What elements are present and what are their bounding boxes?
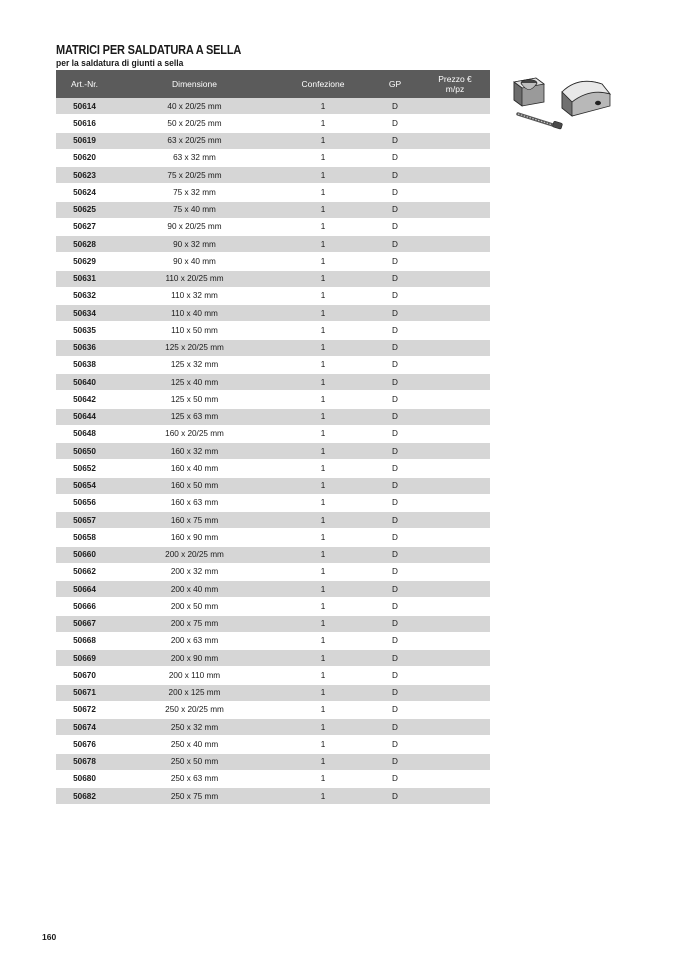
cell-gp: D [370,443,420,460]
cell-gp: D [370,667,420,684]
cell-gp: D [370,270,420,287]
table-row [56,770,490,787]
cell-package: 1 [276,408,370,425]
cell-art-nr: 50674 [56,719,113,736]
table-row [56,287,490,304]
cell-dimension: 200 x 63 mm [113,632,276,649]
table-row [56,736,490,753]
cell-art-nr: 50668 [56,632,113,649]
cell-package: 1 [276,684,370,701]
cell-gp: D [370,512,420,529]
cell-price [420,615,490,632]
cell-art-nr: 50624 [56,184,113,201]
header-art-nr: Art.-Nr. [56,70,113,98]
cell-art-nr: 50628 [56,236,113,253]
table-row [56,494,490,511]
cell-gp: D [370,201,420,218]
table-row [56,788,490,805]
cell-art-nr: 50642 [56,391,113,408]
cell-dimension: 250 x 75 mm [113,788,276,805]
table-row [56,632,490,649]
table-row [56,563,490,580]
cell-art-nr: 50644 [56,408,113,425]
cell-art-nr: 50636 [56,339,113,356]
cell-price [420,667,490,684]
cell-dimension: 200 x 32 mm [113,563,276,580]
cell-dimension: 200 x 125 mm [113,684,276,701]
cell-package: 1 [276,650,370,667]
cell-price [420,546,490,563]
cell-gp: D [370,615,420,632]
cell-price [420,512,490,529]
cell-gp: D [370,598,420,615]
cell-art-nr: 50657 [56,512,113,529]
cell-dimension: 75 x 32 mm [113,184,276,201]
cell-dimension: 125 x 32 mm [113,356,276,373]
cell-price [420,98,490,115]
cell-art-nr: 50672 [56,701,113,718]
cell-package: 1 [276,115,370,132]
page-title: MATRICI PER SALDATURA A SELLA [56,43,242,57]
cell-gp: D [370,460,420,477]
table-row [56,719,490,736]
header-gp: GP [370,70,420,98]
cell-price [420,339,490,356]
cell-gp: D [370,391,420,408]
cell-gp: D [370,98,420,115]
cell-dimension: 160 x 75 mm [113,512,276,529]
cell-art-nr: 50629 [56,253,113,270]
cell-art-nr: 50656 [56,494,113,511]
cell-price [420,684,490,701]
page-subtitle: per la saldatura di giunti a sella [56,58,184,69]
cell-art-nr: 50631 [56,270,113,287]
cell-art-nr: 50662 [56,563,113,580]
cell-package: 1 [276,167,370,184]
cell-dimension: 75 x 20/25 mm [113,167,276,184]
cell-price [420,408,490,425]
cell-price [420,736,490,753]
cell-package: 1 [276,770,370,787]
cell-package: 1 [276,287,370,304]
table-row [56,581,490,598]
cell-dimension: 110 x 40 mm [113,305,276,322]
cell-price [420,167,490,184]
page-number: 160 [42,932,57,942]
cell-gp: D [370,563,420,580]
cell-gp: D [370,184,420,201]
table-row [56,753,490,770]
cell-price [420,650,490,667]
cell-gp: D [370,632,420,649]
cell-art-nr: 50660 [56,546,113,563]
cell-art-nr: 50667 [56,615,113,632]
table-row [56,356,490,373]
cell-dimension: 160 x 50 mm [113,477,276,494]
curved-block-icon [562,81,610,116]
cell-package: 1 [276,563,370,580]
header-price-line2: m/pz [445,84,465,94]
cell-dimension: 250 x 63 mm [113,770,276,787]
cell-art-nr: 50627 [56,218,113,235]
cell-price [420,218,490,235]
cell-price [420,270,490,287]
cell-gp: D [370,408,420,425]
table-row [56,218,490,235]
cell-price [420,374,490,391]
cell-gp: D [370,218,420,235]
cell-price [420,149,490,166]
cell-art-nr: 50614 [56,98,113,115]
cell-dimension: 90 x 40 mm [113,253,276,270]
cell-package: 1 [276,236,370,253]
cell-dimension: 160 x 32 mm [113,443,276,460]
cell-package: 1 [276,218,370,235]
cell-gp: D [370,167,420,184]
cell-dimension: 110 x 20/25 mm [113,270,276,287]
cell-art-nr: 50678 [56,753,113,770]
cell-art-nr: 50658 [56,529,113,546]
cell-dimension: 63 x 32 mm [113,149,276,166]
cell-gp: D [370,770,420,787]
cell-gp: D [370,322,420,339]
cell-gp: D [370,115,420,132]
cell-price [420,253,490,270]
cell-price [420,201,490,218]
table-row [56,477,490,494]
cell-price [420,460,490,477]
table-row [56,270,490,287]
cell-art-nr: 50650 [56,443,113,460]
cell-art-nr: 50654 [56,477,113,494]
cell-package: 1 [276,788,370,805]
table-row [56,615,490,632]
cell-dimension: 250 x 20/25 mm [113,701,276,718]
cell-package: 1 [276,305,370,322]
cell-package: 1 [276,615,370,632]
cell-art-nr: 50623 [56,167,113,184]
cell-price [420,753,490,770]
cell-package: 1 [276,701,370,718]
cell-price [420,598,490,615]
table-row [56,374,490,391]
cell-gp: D [370,132,420,149]
cell-package: 1 [276,512,370,529]
cell-package: 1 [276,253,370,270]
table-row [56,115,490,132]
cell-dimension: 200 x 110 mm [113,667,276,684]
cell-package: 1 [276,598,370,615]
cell-dimension: 200 x 75 mm [113,615,276,632]
table-row [56,598,490,615]
cell-dimension: 200 x 20/25 mm [113,546,276,563]
cell-package: 1 [276,132,370,149]
cell-gp: D [370,253,420,270]
cell-dimension: 125 x 63 mm [113,408,276,425]
header-package: Confezione [276,70,370,98]
cell-price [420,132,490,149]
cell-gp: D [370,581,420,598]
cell-art-nr: 50648 [56,425,113,442]
cell-package: 1 [276,149,370,166]
table-row [56,339,490,356]
cell-package: 1 [276,667,370,684]
cell-art-nr: 50632 [56,287,113,304]
cell-gp: D [370,719,420,736]
cell-gp: D [370,788,420,805]
table-row [56,460,490,477]
cell-package: 1 [276,391,370,408]
cell-dimension: 250 x 40 mm [113,736,276,753]
cell-gp: D [370,736,420,753]
table-row [56,512,490,529]
header-price-line1: Prezzo € [438,74,472,84]
cell-price [420,305,490,322]
cell-gp: D [370,374,420,391]
cell-price [420,701,490,718]
cell-dimension: 160 x 63 mm [113,494,276,511]
header-price [420,70,490,98]
cell-package: 1 [276,356,370,373]
cell-gp: D [370,305,420,322]
cell-package: 1 [276,322,370,339]
cell-art-nr: 50640 [56,374,113,391]
cell-price [420,529,490,546]
cell-dimension: 160 x 20/25 mm [113,425,276,442]
header-dimension: Dimensione [113,70,276,98]
cell-dimension: 110 x 50 mm [113,322,276,339]
cell-price [420,425,490,442]
cell-art-nr: 50680 [56,770,113,787]
cell-dimension: 200 x 90 mm [113,650,276,667]
cell-price [420,322,490,339]
table-row [56,546,490,563]
cell-art-nr: 50616 [56,115,113,132]
cell-art-nr: 50620 [56,149,113,166]
cell-price [420,581,490,598]
table-row [56,701,490,718]
cell-dimension: 125 x 20/25 mm [113,339,276,356]
cell-dimension: 63 x 20/25 mm [113,132,276,149]
cell-package: 1 [276,494,370,511]
cell-art-nr: 50635 [56,322,113,339]
cell-art-nr: 50638 [56,356,113,373]
table-row [56,322,490,339]
cell-package: 1 [276,98,370,115]
table-row [56,201,490,218]
cell-art-nr: 50670 [56,667,113,684]
table-row [56,391,490,408]
cell-gp: D [370,236,420,253]
bolt-icon [518,114,563,129]
cell-art-nr: 50619 [56,132,113,149]
cell-dimension: 250 x 32 mm [113,719,276,736]
cell-package: 1 [276,201,370,218]
cell-price [420,115,490,132]
cell-package: 1 [276,339,370,356]
cell-price [420,391,490,408]
cell-dimension: 125 x 50 mm [113,391,276,408]
table-row [56,132,490,149]
cell-package: 1 [276,270,370,287]
saddle-die-product-image [506,68,616,130]
cell-art-nr: 50664 [56,581,113,598]
table-row [56,305,490,322]
cell-art-nr: 50666 [56,598,113,615]
cell-price [420,477,490,494]
table-row [56,167,490,184]
cell-price [420,632,490,649]
cell-art-nr: 50669 [56,650,113,667]
cell-art-nr: 50652 [56,460,113,477]
cell-dimension: 90 x 20/25 mm [113,218,276,235]
table-row [56,529,490,546]
cell-package: 1 [276,374,370,391]
cell-gp: D [370,425,420,442]
cell-dimension: 50 x 20/25 mm [113,115,276,132]
cell-art-nr: 50682 [56,788,113,805]
cell-art-nr: 50676 [56,736,113,753]
table-row [56,425,490,442]
cell-package: 1 [276,425,370,442]
cell-dimension: 75 x 40 mm [113,201,276,218]
cell-gp: D [370,494,420,511]
cell-dimension: 110 x 32 mm [113,287,276,304]
cell-package: 1 [276,443,370,460]
table-row [56,684,490,701]
cell-gp: D [370,753,420,770]
cell-package: 1 [276,736,370,753]
cell-price [420,443,490,460]
cell-dimension: 40 x 20/25 mm [113,98,276,115]
cell-price [420,788,490,805]
cell-price [420,236,490,253]
table-row [56,236,490,253]
table-row [56,253,490,270]
cell-package: 1 [276,546,370,563]
cell-package: 1 [276,632,370,649]
cell-gp: D [370,287,420,304]
table-row [56,667,490,684]
cell-gp: D [370,149,420,166]
cell-dimension: 90 x 32 mm [113,236,276,253]
cell-price [420,494,490,511]
cell-gp: D [370,529,420,546]
table-row [56,149,490,166]
table-body [56,98,490,805]
table-row [56,184,490,201]
cell-gp: D [370,650,420,667]
cell-package: 1 [276,753,370,770]
cell-package: 1 [276,184,370,201]
header-row [56,70,490,98]
cell-price [420,563,490,580]
cell-art-nr: 50634 [56,305,113,322]
cell-package: 1 [276,529,370,546]
cell-gp: D [370,546,420,563]
table-row [56,98,490,115]
cell-price [420,770,490,787]
cell-dimension: 160 x 90 mm [113,529,276,546]
cell-gp: D [370,701,420,718]
cell-gp: D [370,339,420,356]
cell-package: 1 [276,460,370,477]
cell-art-nr: 50625 [56,201,113,218]
cell-gp: D [370,356,420,373]
cell-price [420,287,490,304]
cell-gp: D [370,684,420,701]
cell-dimension: 200 x 40 mm [113,581,276,598]
cell-package: 1 [276,581,370,598]
cell-dimension: 125 x 40 mm [113,374,276,391]
saddle-block-icon [514,78,544,106]
cell-dimension: 200 x 50 mm [113,598,276,615]
cell-dimension: 160 x 40 mm [113,460,276,477]
cell-package: 1 [276,719,370,736]
cell-package: 1 [276,477,370,494]
table-row [56,408,490,425]
table-header [56,70,490,98]
cell-art-nr: 50671 [56,684,113,701]
cell-price [420,719,490,736]
table-row [56,443,490,460]
cell-price [420,356,490,373]
price-table [56,70,490,805]
cell-gp: D [370,477,420,494]
cell-dimension: 250 x 50 mm [113,753,276,770]
table-row [56,650,490,667]
cell-price [420,184,490,201]
